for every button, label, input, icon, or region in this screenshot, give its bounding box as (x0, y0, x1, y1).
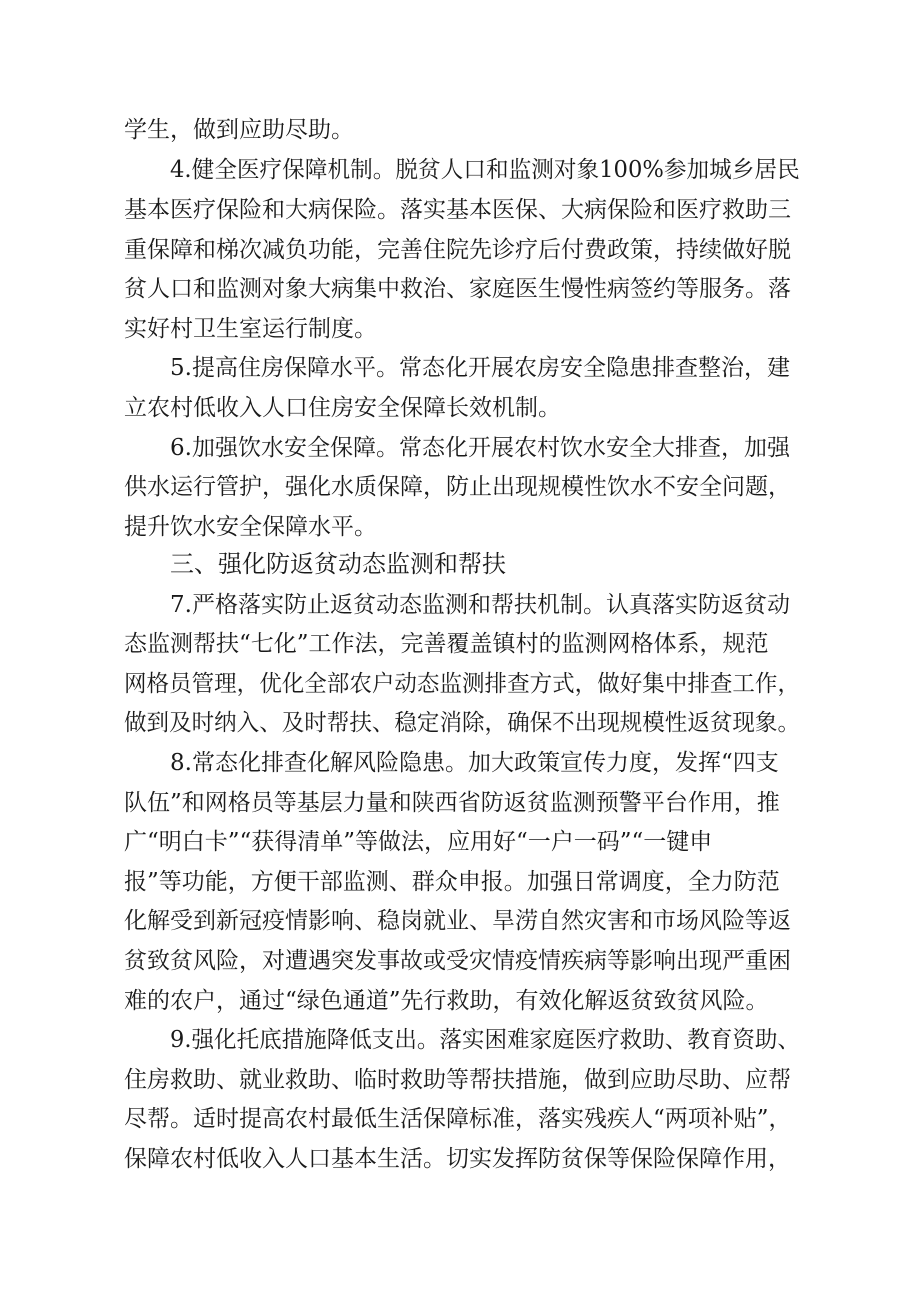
text-line: 贫致贫风险，对遭遇突发事故或受灾情疫情疾病等影响出现严重困 (124, 948, 791, 974)
text-line: 态监测帮扶“七化”工作法，完善覆盖镇村的监测网格体系，规范 (124, 631, 769, 657)
text-line: 尽帮。适时提高农村最低生活保障标准，落实残疾人“两项补贴”， (124, 1106, 792, 1132)
text-line: 学生，做到应助尽助。 (124, 117, 354, 143)
text-line: 住房救助、就业救助、临时救助等帮扶措施，做到应助尽助、应帮 (124, 1067, 791, 1093)
text-line: 重保障和梯次减负功能，完善住院先诊疗后付费政策，持续做好脱 (124, 237, 791, 263)
text-line: 贫人口和监测对象大病集中救治、家庭医生慢性病签约等服务。落 (124, 276, 791, 302)
text-line: 化解受到新冠疫情影响、稳岗就业、旱涝自然灾害和市场风险等返 (124, 908, 791, 934)
text-line: 基本医疗保险和大病保险。落实基本医保、大病保险和医疗救助三 (124, 197, 791, 223)
text-line: 做到及时纳入、及时帮扶、稳定消除，确保不出现规模性返贫现象。 (124, 710, 800, 736)
text-line: 队伍”和网格员等基层力量和陕西省防返贫监测预警平台作用，推 (124, 790, 780, 816)
text-line: 难的农户，通过“绿色通道”先行救助，有效化解返贫致贫风险。 (124, 988, 769, 1014)
text-line: 实好村卫生室运行制度。 (124, 316, 377, 342)
section-heading: 三、强化防返贫动态监测和帮扶 (170, 550, 506, 578)
text-line: 8.常态化排查化解风险隐患。加大政策宣传力度，发挥“四支 (170, 750, 779, 776)
text-line: 7.严格落实防止返贫动态监测和帮扶机制。认真落实防返贫动 (170, 592, 790, 618)
text-line: 广“明白卡”“获得清单”等做法，应用好“一户一码”“一键申 (124, 829, 713, 855)
text-line: 6.加强饮水安全保障。常态化开展农村饮水安全大排查，加强 (170, 435, 790, 461)
text-line: 9.强化托底措施降低支出。落实困难家庭医疗救助、教育资助、 (170, 1027, 800, 1053)
text-line: 4.健全医疗保障机制。脱贫人口和监测对象100%参加城乡居民 (170, 157, 800, 183)
text-line: 立农村低收入人口住房安全保障长效机制。 (124, 395, 561, 421)
text-line: 供水运行管护，强化水质保障，防止出现规模性饮水不安全问题， (124, 474, 791, 500)
text-line: 5.提高住房保障水平。常态化开展农房安全隐患排查整治，建 (170, 355, 790, 381)
text-line: 网格员管理，优化全部农户动态监测排查方式，做好集中排查工作， (124, 671, 800, 697)
text-line: 报”等功能，方便干部监测、群众申报。加强日常调度，全力防范 (124, 869, 780, 895)
text-line: 保障农村低收入人口基本生活。切实发挥防贫保等保险保障作用， (124, 1146, 791, 1172)
text-line: 提升饮水安全保障水平。 (124, 514, 377, 540)
